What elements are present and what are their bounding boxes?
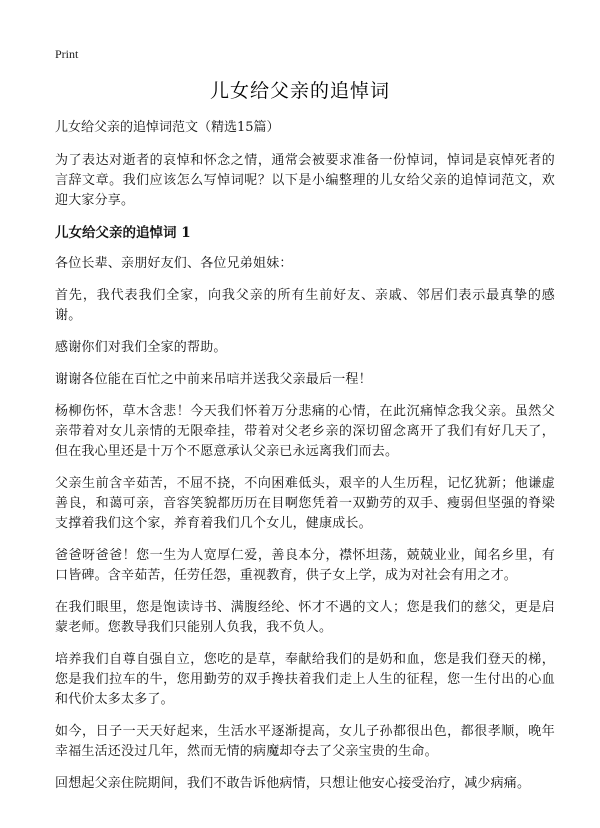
- paragraph: 在我们眼里，您是饱读诗书、满腹经纶、怀才不遇的文人；您是我们的慈父，更是启蒙老师。您教导我们只能别人负我，我不负人。: [55, 600, 555, 635]
- paragraph: 培养我们自尊自强自立，您吃的是草，奉献给我们的是奶和血，您是我们登天的梯，您是我们拉车的牛，您用勤劳的双手搀扶着我们走上人生的征程，您一生付出的心血和代价太多太多了。: [55, 652, 555, 707]
- print-link[interactable]: Print: [55, 47, 79, 61]
- paragraph: 感谢你们对我们全家的帮助。: [55, 340, 227, 355]
- article-subtitle: 儿女给父亲的追悼词范文（精选15篇）: [55, 120, 280, 135]
- paragraph: 回想起父亲住院期间，我们不敢告诉他病情，只想让他安心接受治疗，减少病痛。: [55, 776, 531, 791]
- article-body: [55, 118, 555, 806]
- paragraph: 爸爸呀爸爸！您一生为人宽厚仁爱，善良本分，襟怀坦荡，兢兢业业，闻名乡里，有口皆碑。含辛茹苦，任劳任怨，重视教育，供子女上学，成为对社会有用之才。: [55, 548, 555, 583]
- paragraph: 如今，日子一天天好起来，生活水平逐渐提高，女儿子孙都很出色，都很孝顺，晚年幸福生活还没过几年，然而无情的病魔却夺去了父亲宝贵的生命。: [55, 724, 555, 759]
- paragraph: 父亲生前含辛茹苦，不屈不挠，不向困难低头，艰辛的人生历程，记忆犹新；他谦虚善良，和蔼可亲，音容笑貌都历历在目啊您凭着一双勤劳的双手、瘦弱但坚强的脊梁支撑着我们这个家，养育着我们几个女儿，健康成长。: [55, 476, 555, 531]
- paragraph: 杨柳伤怀，草木含悲！今天我们怀着万分悲痛的心情，在此沉痛悼念我父亲。虽然父亲带着对女儿亲情的无限牵挂，带着对父老乡亲的深切留念离开了我们有好几天了，但在我心里还是十万个不愿意承认父亲已永远离我们而去。: [55, 404, 555, 459]
- intro-paragraph: 为了表达对逝者的哀悼和怀念之情，通常会被要求准备一份悼词，悼词是哀悼死者的言辞文章。我们应该怎么写悼词呢？以下是小编整理的儿女给父亲的追悼词范文，欢迎大家分享。: [55, 153, 555, 208]
- section-heading: 儿女给父亲的追悼词 1: [55, 225, 191, 241]
- paragraph: 各位长辈、亲朋好友们、各位兄弟姐妹：: [55, 256, 293, 271]
- page-title: 儿女给父亲的追悼词: [209, 80, 390, 102]
- paragraph: 谢谢各位能在百忙之中前来吊唁并送我父亲最后一程！: [55, 372, 372, 387]
- paragraph: 首先，我代表我们全家，向我父亲的所有生前好友、亲戚、邻居们表示最真挚的感谢。: [55, 288, 555, 323]
